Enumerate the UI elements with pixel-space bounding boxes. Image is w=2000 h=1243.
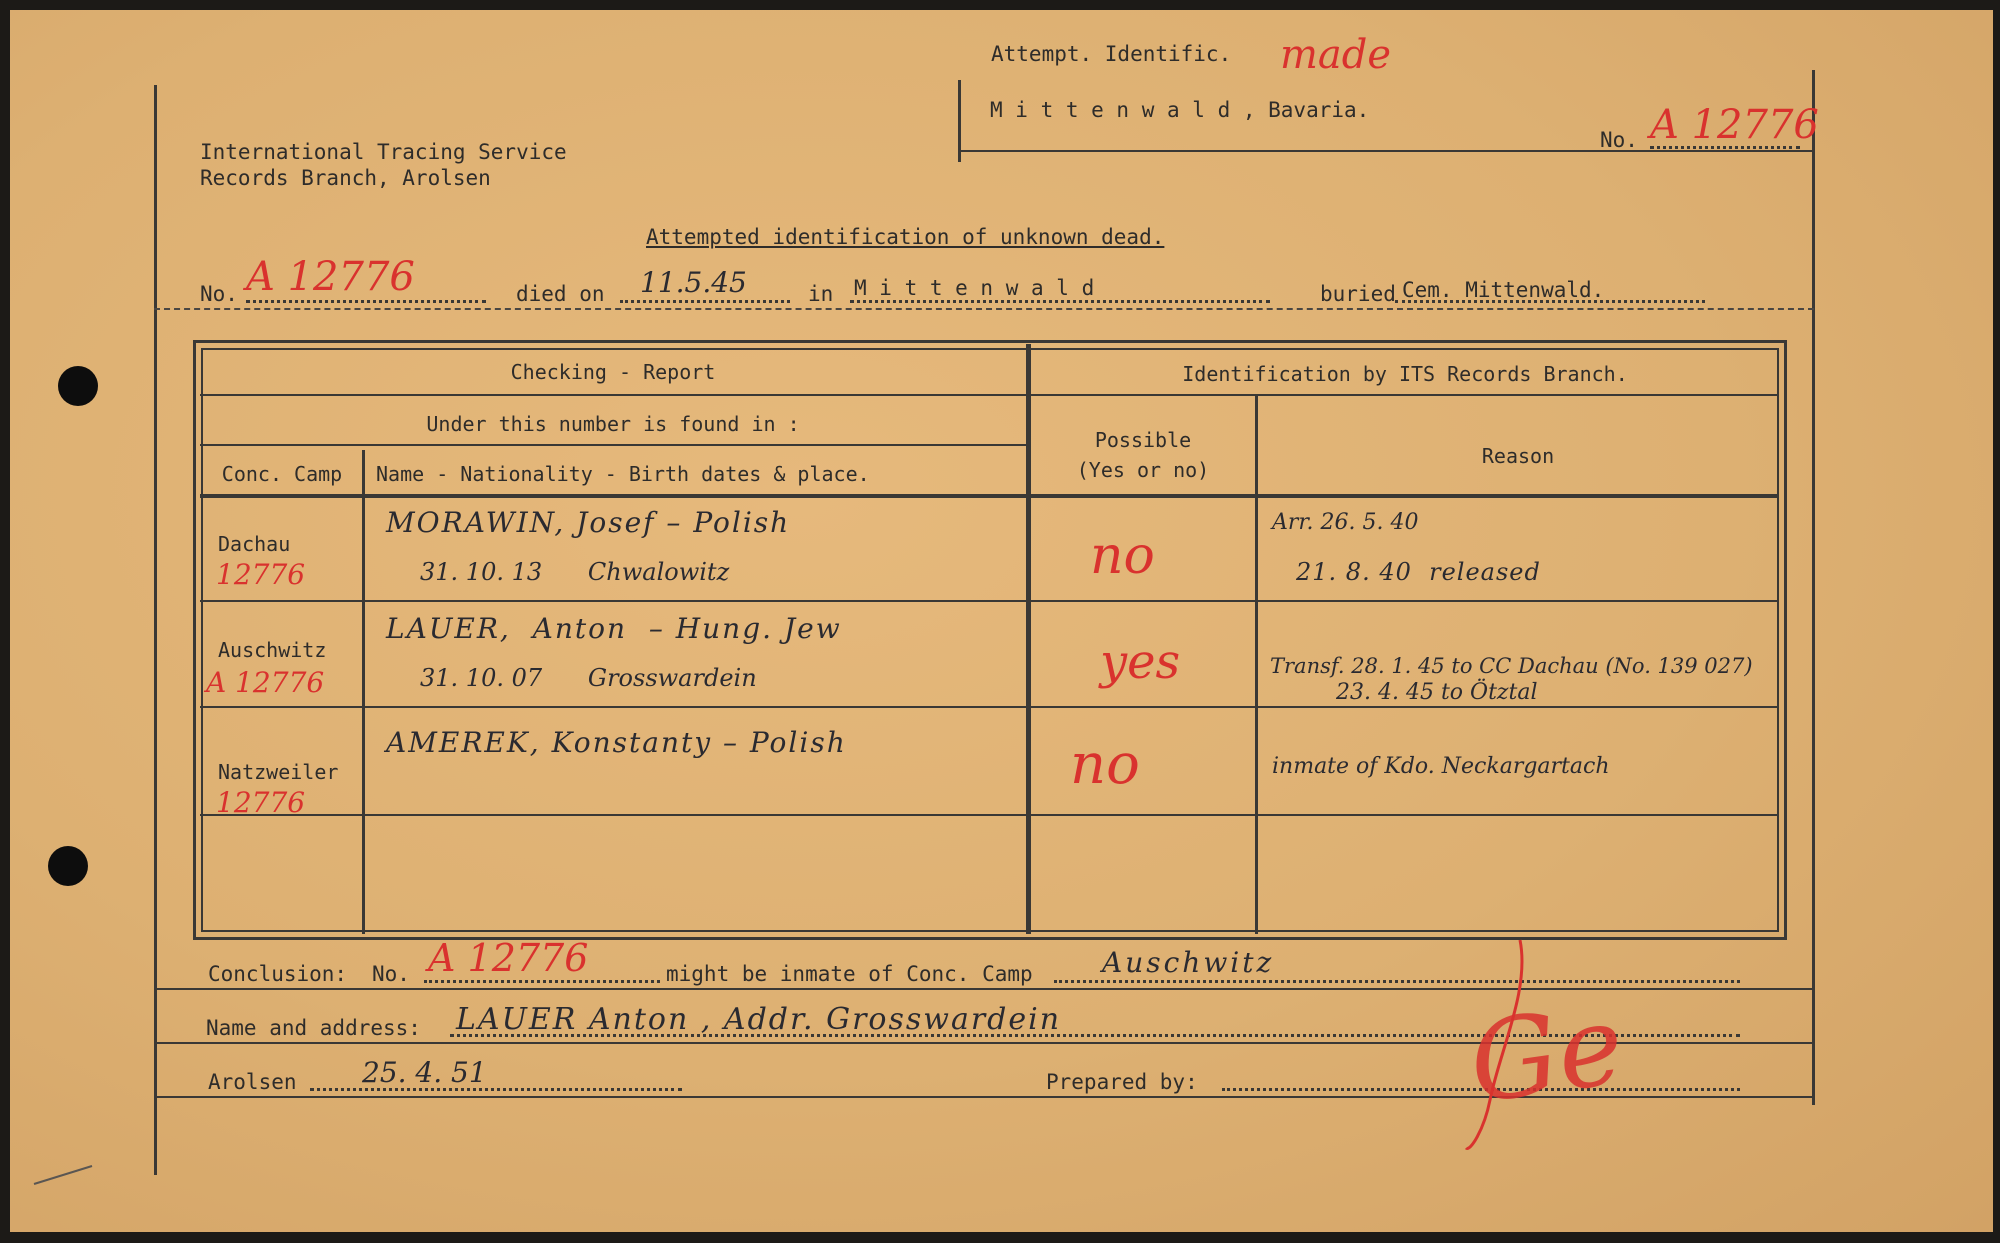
col-camp-header: Conc. Camp [221, 462, 343, 486]
table-divider-camp [362, 450, 365, 934]
table-col-header-rule [200, 494, 1778, 498]
attempt-label: Attempt. Identific. [991, 42, 1232, 66]
table-row-1-rule [200, 600, 1778, 602]
document-title: Attempted identification of unknown dead. [646, 225, 1165, 249]
row-1-camp: Dachau [218, 532, 291, 556]
prepared-by-label: Prepared by: [1046, 1070, 1198, 1094]
conclusion-no-label: No. [372, 962, 410, 986]
conclusion-label: Conclusion: [208, 962, 348, 986]
table-row-2-rule [200, 706, 1778, 708]
table-row-header-rule [200, 394, 1778, 396]
conclusion-camp-value: Auschwitz [1102, 946, 1275, 979]
row-2-name-line-2: 31. 10. 07 Grosswardein [420, 664, 757, 692]
checking-report-header: Checking - Report [510, 360, 716, 384]
arolsen-label: Arolsen [208, 1070, 297, 1094]
row-2-reason-line-2: 23. 4. 45 to Ötztal [1336, 680, 1538, 705]
right-margin-rule [1812, 70, 1815, 1105]
stray-mark [30, 1160, 100, 1190]
col-possible-header-2: (Yes or no) [1076, 458, 1210, 482]
info-no-dots [246, 300, 486, 303]
table-divider-main [1026, 344, 1031, 934]
row-1-number: 12776 [216, 558, 306, 591]
row-1-name-line-1: MORAWIN, Josef – Polish [386, 506, 791, 539]
info-no-label: No. [200, 282, 238, 306]
info-line-rule [154, 308, 1814, 310]
conclusion-no-dots [424, 980, 660, 983]
name-address-value: LAUER Anton , Addr. Grosswardein [456, 1002, 1062, 1037]
location-text: M i t t e n w a l d , Bavaria. [990, 98, 1370, 122]
table-row-3-rule [200, 814, 1778, 816]
in-label: in [808, 282, 834, 306]
row-3-number: 12776 [216, 786, 306, 819]
table-found-rule [200, 444, 1028, 446]
arolsen-date-value: 25. 4. 51 [362, 1056, 487, 1089]
col-possible-header-1: Possible [1094, 428, 1192, 452]
punch-hole-top [58, 366, 98, 406]
row-1-possible: no [1090, 526, 1155, 586]
row-3-possible: no [1070, 732, 1140, 797]
org-line-2: Records Branch, Arolsen [200, 166, 491, 190]
row-1-reason-line-1: Arr. 26. 5. 40 [1272, 510, 1419, 535]
col-name-header: Name - Nationality - Birth dates & place. [376, 462, 870, 486]
buried-value: Cem. Mittenwald. [1402, 278, 1605, 302]
conclusion-camp-dots [1054, 980, 1740, 983]
index-card [10, 10, 1993, 1232]
conclusion-no-value: A 12776 [428, 936, 589, 980]
signature-stroke [1460, 930, 1540, 1160]
org-line-1: International Tracing Service [200, 140, 567, 164]
left-margin-rule [154, 85, 157, 1175]
location-box-bottom [958, 150, 1815, 152]
conclusion-middle-text: might be inmate of Conc. Camp [666, 962, 1033, 986]
died-label: died on [516, 282, 605, 306]
row-3-reason-line-1: inmate of Kdo. Neckargartach [1272, 754, 1610, 779]
row-1-reason-line-2: 21. 8. 40 released [1296, 558, 1541, 586]
info-no-value: A 12776 [246, 254, 415, 300]
punch-hole-bottom [48, 846, 88, 886]
row-2-reason-line-1: Transf. 28. 1. 45 to CC Dachau (No. 139 027) [1270, 654, 1753, 678]
identification-header: Identification by ITS Records Branch. [1182, 362, 1628, 386]
row-3-name-line-1: AMEREK, Konstanty – Polish [386, 726, 847, 759]
row-2-camp: Auschwitz [218, 638, 327, 662]
died-value: 11.5.45 [640, 266, 747, 299]
in-value: M i t t e n w a l d [854, 276, 1095, 300]
signature-initials: Ge [1461, 979, 1632, 1129]
buried-label: buried [1320, 282, 1396, 306]
found-in-header: Under this number is found in : [426, 412, 800, 436]
col-reason-header: Reason [1481, 444, 1555, 468]
name-address-label: Name and address: [206, 1016, 421, 1040]
table-divider-possible [1255, 394, 1258, 934]
in-dots [850, 300, 1270, 303]
row-2-name-line-1: LAUER, Anton – Hung. Jew [386, 612, 842, 645]
row-2-number: A 12776 [206, 666, 325, 699]
row-1-name-line-2: 31. 10. 13 Chwalowitz [420, 558, 730, 586]
record-no-label: No. [1600, 128, 1638, 152]
row-3-camp: Natzweiler [218, 760, 339, 784]
record-no-value: A 12776 [1650, 102, 1819, 148]
row-2-possible: yes [1100, 634, 1181, 690]
attempt-value: made [1280, 32, 1392, 78]
died-dots [620, 300, 790, 303]
